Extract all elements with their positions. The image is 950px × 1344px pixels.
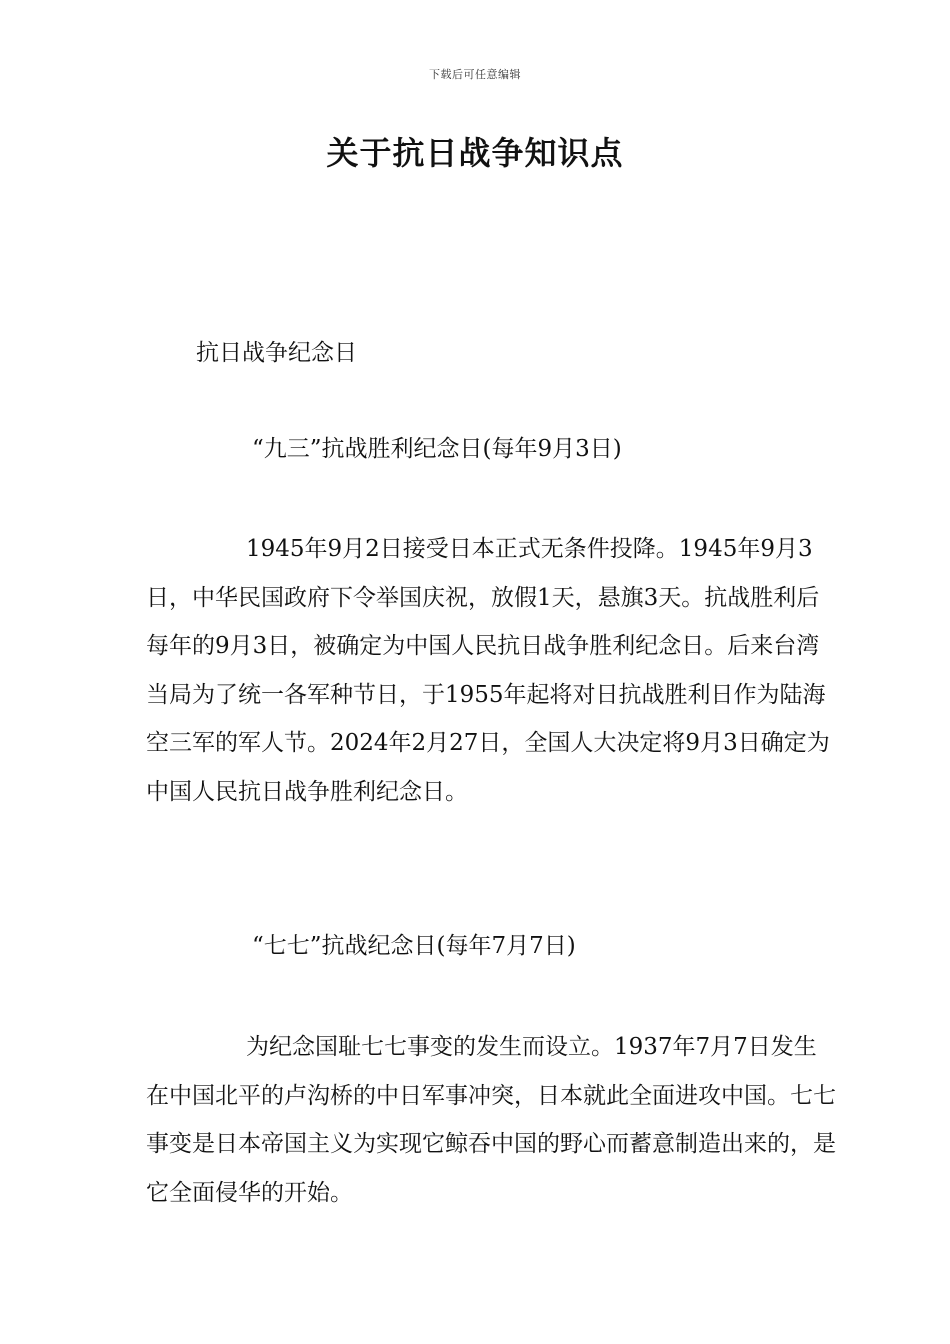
- section-body-sept3: 1945年9月2日接受日本正式无条件投降。1945年9月3日，中华民国政府下令举国庆祝，放假1天，悬旗3天。抗战胜利后每年的9月3日，被确定为中国人民抗日战争胜利纪念日。后来台湾当局为了统一各军种节日，于1955年起将对日抗战胜利日作为陆海空三军的军人节。2024年2月27日，全国人大决定将9月3日确定为中国人民抗日战争胜利纪念日。: [146, 536, 830, 805]
- section-heading-july7: “七七”抗战纪念日(每年7月7日): [252, 933, 576, 959]
- header-note: 下载后可任意编辑: [429, 68, 521, 81]
- section-heading-sept3: “九三”抗战胜利纪念日(每年9月3日): [252, 436, 622, 462]
- section-label: 抗日战争纪念日: [196, 340, 357, 366]
- page-title: 关于抗日战争知识点: [326, 134, 624, 172]
- section-body-july7: 为纪念国耻七七事变的发生而设立。1937年7月7日发生在中国北平的卢沟桥的中日军事冲突，日本就此全面进攻中国。七七事变是日本帝国主义为实现它鲸吞中国的野心而蓄意制造出来的，是它全面侵华的开始。: [146, 1034, 836, 1206]
